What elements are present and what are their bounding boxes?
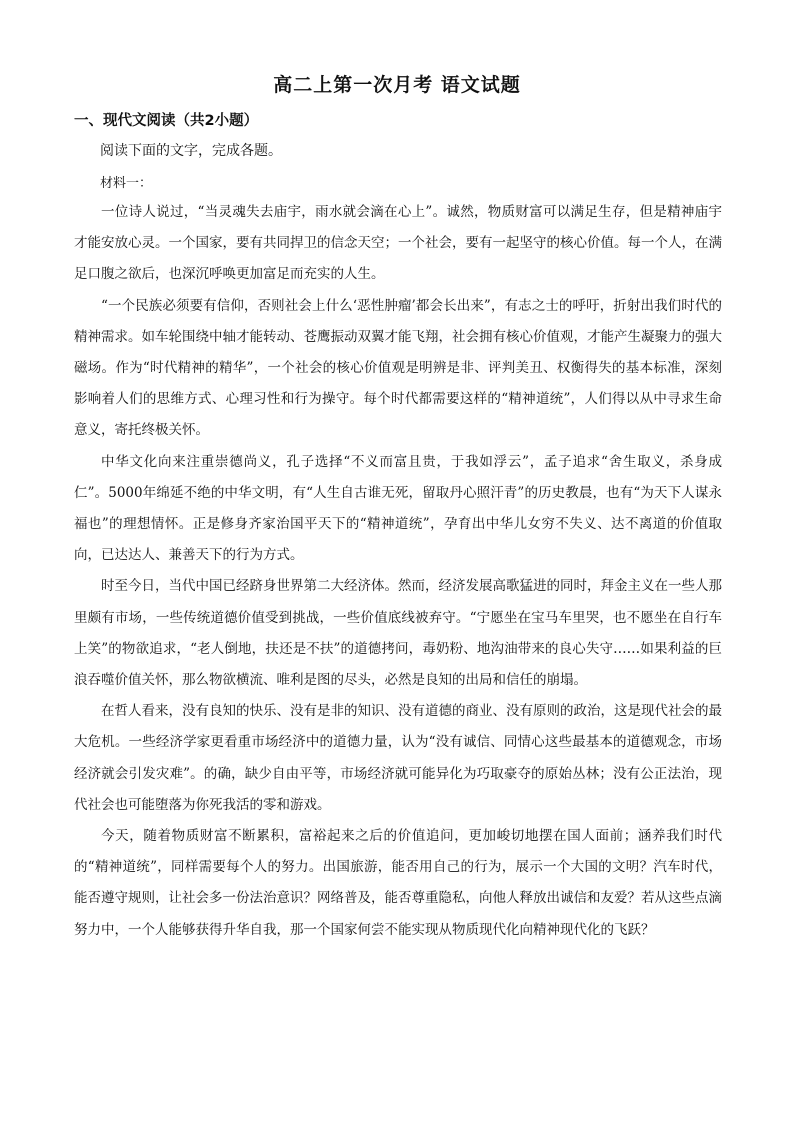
material-label: 材料一： bbox=[100, 176, 153, 191]
paragraph: 中华文化向来注重崇德尚义，孔子选择“不义而富且贵，于我如浮云”，孟子追求“舍生取义，杀身成仁”。5000年绵延不绝的中华文明，有“人生自古谁无死，留取丹心照汗青”的历史教晨，也有“为天下人谋永福也”的理想情怀。正是修身齐家治国平天下的“精神道统”，孕育出中华儿女穷不失义、达不离道的价值取向，已达达人、兼善天下的行为方式。 bbox=[74, 453, 722, 564]
paragraph: “一个民族必须要有信仰，否则社会上什么‘恶性肿瘤’都会长出来”，有志之士的呼吁，折射出我们时代的精神需求。如车轮围绕中轴才能转动、苍鹰振动双翼才能飞翔，社会拥有核心价值观，才能产生凝聚力的强大磁场。作为“时代精神的精华”，一个社会的核心价值观是明辨是非、评判美丑、权衡得失的基本标准，深刻影响着人们的思维方式、心理习性和行为操守。每个时代都需要这样的“精神道统”，人们得以从中寻求生命意义，寄托终极关怀。 bbox=[74, 297, 722, 439]
section-heading: 一、现代文阅读（共2小题） bbox=[74, 113, 259, 129]
paragraph: 时至今日，当代中国已经跻身世界第二大经济体。然而，经济发展高歌猛进的同时，拜金主义在一些人那里颇有市场，一些传统道德价值受到挑战，一些价值底线被弃守。“宁愿坐在宝马车里哭，也不愿坐在自行车上笑”的物欲追求，“老人倒地，扶还是不扶”的道德拷问，毒奶粉、地沟油带来的良心失守……如果利益的巨浪吞噬价值关怀，那么物欲横流、唯利是图的尽头，必然是良知的出局和信任的崩塌。 bbox=[74, 578, 722, 689]
passage-body bbox=[74, 197, 722, 946]
paragraph: 一位诗人说过，“当灵魂失去庙宇，雨水就会滴在心上”。诚然，物质财富可以满足生存，但是精神庙宇才能安放心灵。一个国家，要有共同捍卫的信念天空；一个社会，要有一起坚守的核心价值。每一个人，在满足口腹之欲后，也深沉呼唤更加富足而充实的人生。 bbox=[74, 204, 722, 283]
paragraph: 在哲人看来，没有良知的快乐、没有是非的知识、没有道德的商业、没有原则的政治，这是现代社会的最大危机。一些经济学家更看重市场经济中的道德力量，认为“没有诚信、同情心这些最基本的道德观念，市场经济就会引发灾难”。的确，缺少自由平等，市场经济就可能异化为巧取豪夺的原始丛林；没有公正法治，现代社会也可能堕落为你死我活的零和游戏。 bbox=[74, 703, 722, 813]
paragraph: 今天，随着物质财富不断累积，富裕起来之后的价值追问，更加峻切地摆在国人面前；涵养我们时代的“精神道统”，同样需要每个人的努力。出国旅游，能否用自己的行为，展示一个大国的文明？汽车时代，能否遵守规则，让社会多一份法治意识？网络普及，能否尊重隐私，向他人释放出诚信和友爱？若从这些点滴努力中，一个人能够获得升华自我，那一个国家何尝不能实现从物质现代化向精神现代化的飞跃？ bbox=[74, 828, 722, 938]
reading-instruction: 阅读下面的文字，完成各题。 bbox=[100, 143, 282, 159]
page-title: 高二上第一次月考 语文试题 bbox=[273, 74, 521, 96]
